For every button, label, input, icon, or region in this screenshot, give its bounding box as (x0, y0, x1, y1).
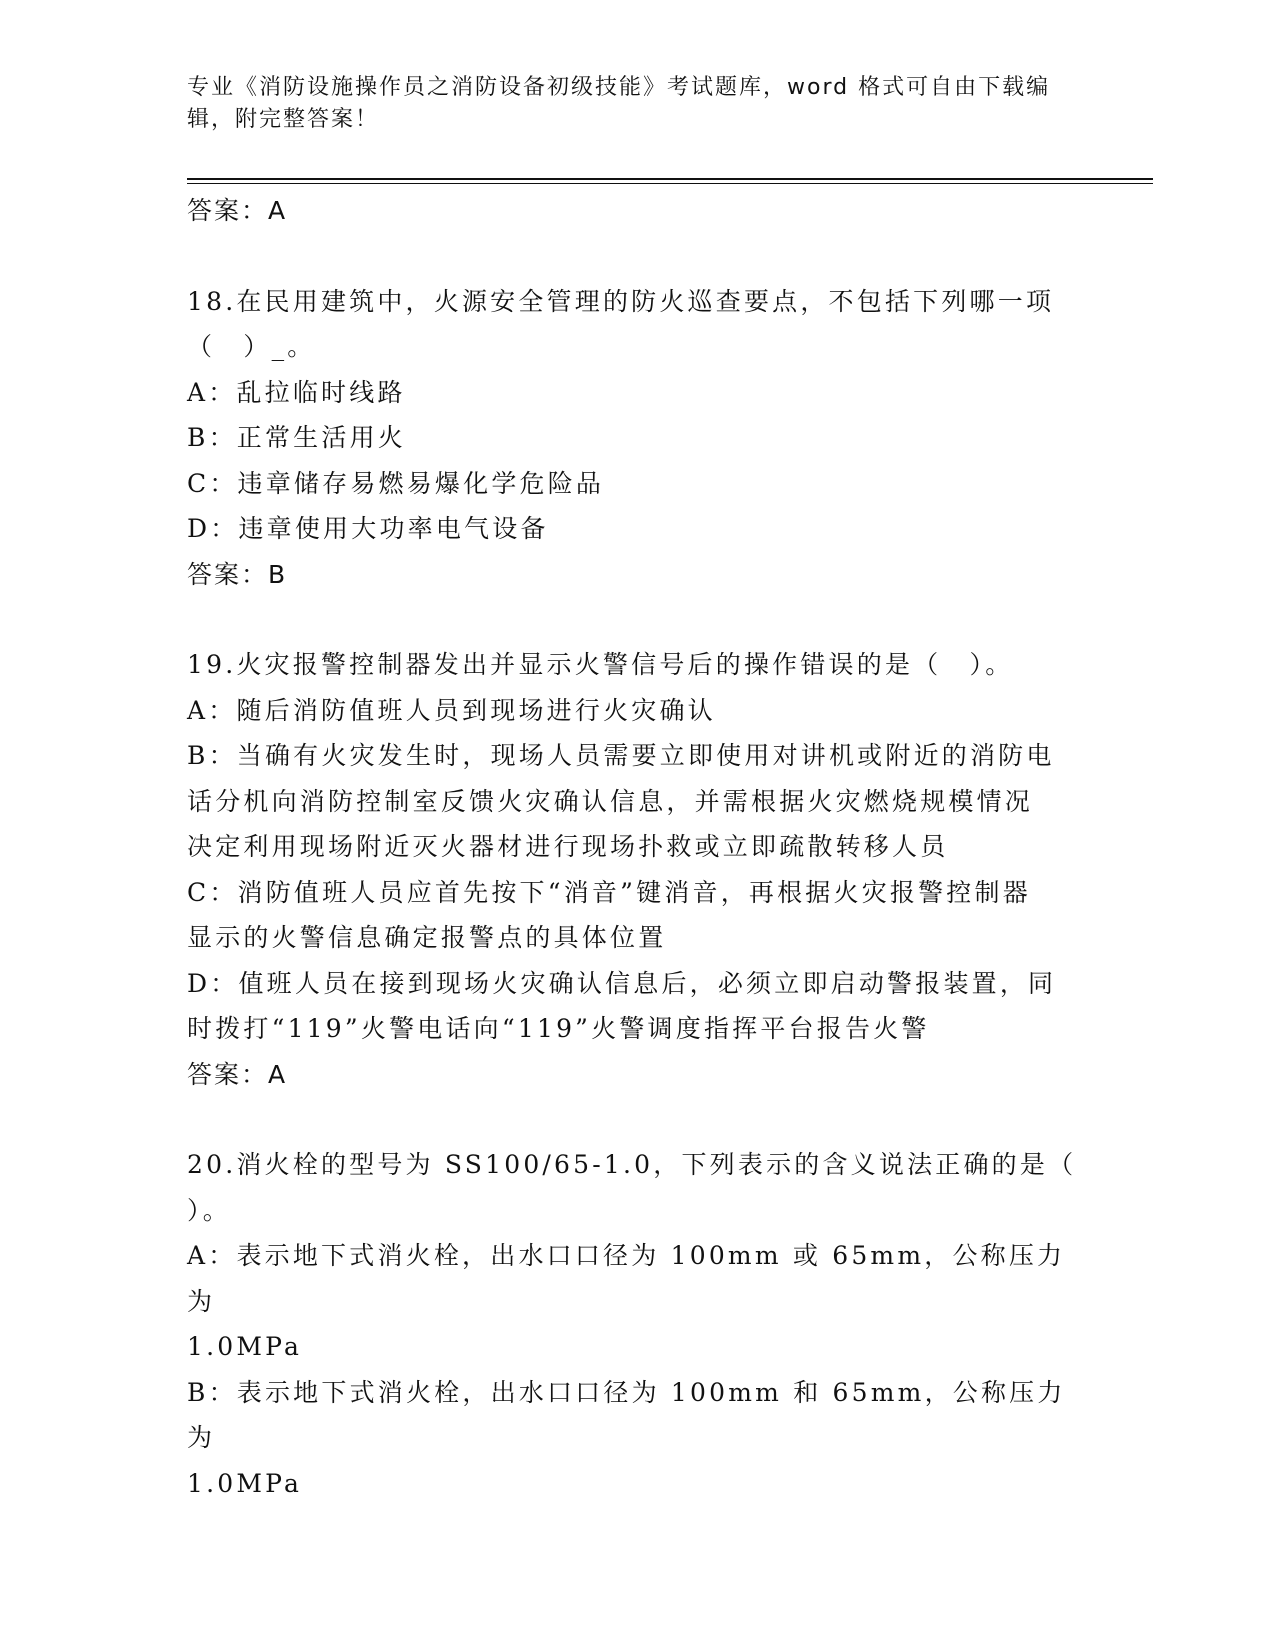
question-19-option-c-line-2: 显示的火警信息确定报警点的具体位置 (187, 923, 667, 952)
question-18 (187, 279, 1077, 598)
question-19-stem: 19.火灾报警控制器发出并显示火警信号后的操作错误的是（ ）。 (187, 650, 1014, 679)
question-20-stem-line-2: ）。 (187, 1195, 231, 1225)
question-19-option-b-line-3: 决定利用现场附近灭火器材进行现场扑救或立即疏散转移人员 (187, 832, 949, 861)
answer-19: 答案：A (187, 1059, 288, 1089)
question-20-option-a-line-1: A：表示地下式消火栓，出水口口径为 100mm 或 65mm，公称压力为 (187, 1241, 1066, 1316)
question-20-option-b-line-2: 1.0MPa (187, 1468, 303, 1498)
header-rule-thick (187, 178, 1153, 180)
question-20 (187, 1142, 1077, 1506)
question-18-option-b: B：正常生活用火 (187, 423, 406, 452)
spacer (187, 1097, 1077, 1142)
question-18-option-c: C：违章储存易燃易爆化学危险品 (187, 468, 605, 498)
question-19-option-a: A：随后消防值班人员到现场进行火灾确认 (187, 695, 716, 725)
header-line-1: 专业《消防设施操作员之消防设备初级技能》考试题库，word 格式可自由下载编 (187, 75, 1051, 100)
question-19-option-b-line-1: B：当确有火灾发生时，现场人员需要立即使用对讲机或附近的消防电 (187, 741, 1055, 770)
question-18-option-d: D：违章使用大功率电气设备 (187, 514, 549, 543)
question-19-option-b-line-2: 话分机向消防控制室反馈火灾确认信息，并需根据火灾燃烧规模情况 (187, 786, 1034, 816)
question-content (187, 188, 1077, 1506)
header-rule-thin (187, 183, 1153, 184)
question-18-stem-line-2: （ ）_。 (187, 332, 316, 361)
question-19-option-c-line-1: C：消防值班人员应首先按下“消音”键消音，再根据火灾报警控制器 (187, 877, 1031, 907)
spacer (187, 597, 1077, 642)
page-header (187, 72, 1067, 136)
answer-17: 答案：A (187, 196, 288, 225)
question-19-option-d-line-1: D：值班人员在接到现场火灾确认信息后，必须立即启动警报装置，同 (187, 968, 1057, 998)
question-19-option-d-line-2: 时拨打“119”火警电话向“119”火警调度指挥平台报告火警 (187, 1014, 930, 1043)
answer-18: 答案：B (187, 559, 288, 589)
question-19 (187, 642, 1077, 1097)
question-20-stem-line-1: 20.消火栓的型号为 SS100/65-1.0，下列表示的含义说法正确的是（ (187, 1150, 1077, 1179)
question-18-option-a: A：乱拉临时线路 (187, 377, 406, 407)
spacer (187, 234, 1077, 279)
question-20-option-b-line-1: B：表示地下式消火栓，出水口口径为 100mm 和 65mm，公称压力为 (187, 1377, 1066, 1452)
question-18-stem-line-1: 18.在民用建筑中，火源安全管理的防火巡查要点，不包括下列哪一项 (187, 286, 1055, 316)
header-line-2: 辑，附完整答案！ (187, 107, 380, 132)
question-20-option-a-line-2: 1.0MPa (187, 1332, 303, 1361)
